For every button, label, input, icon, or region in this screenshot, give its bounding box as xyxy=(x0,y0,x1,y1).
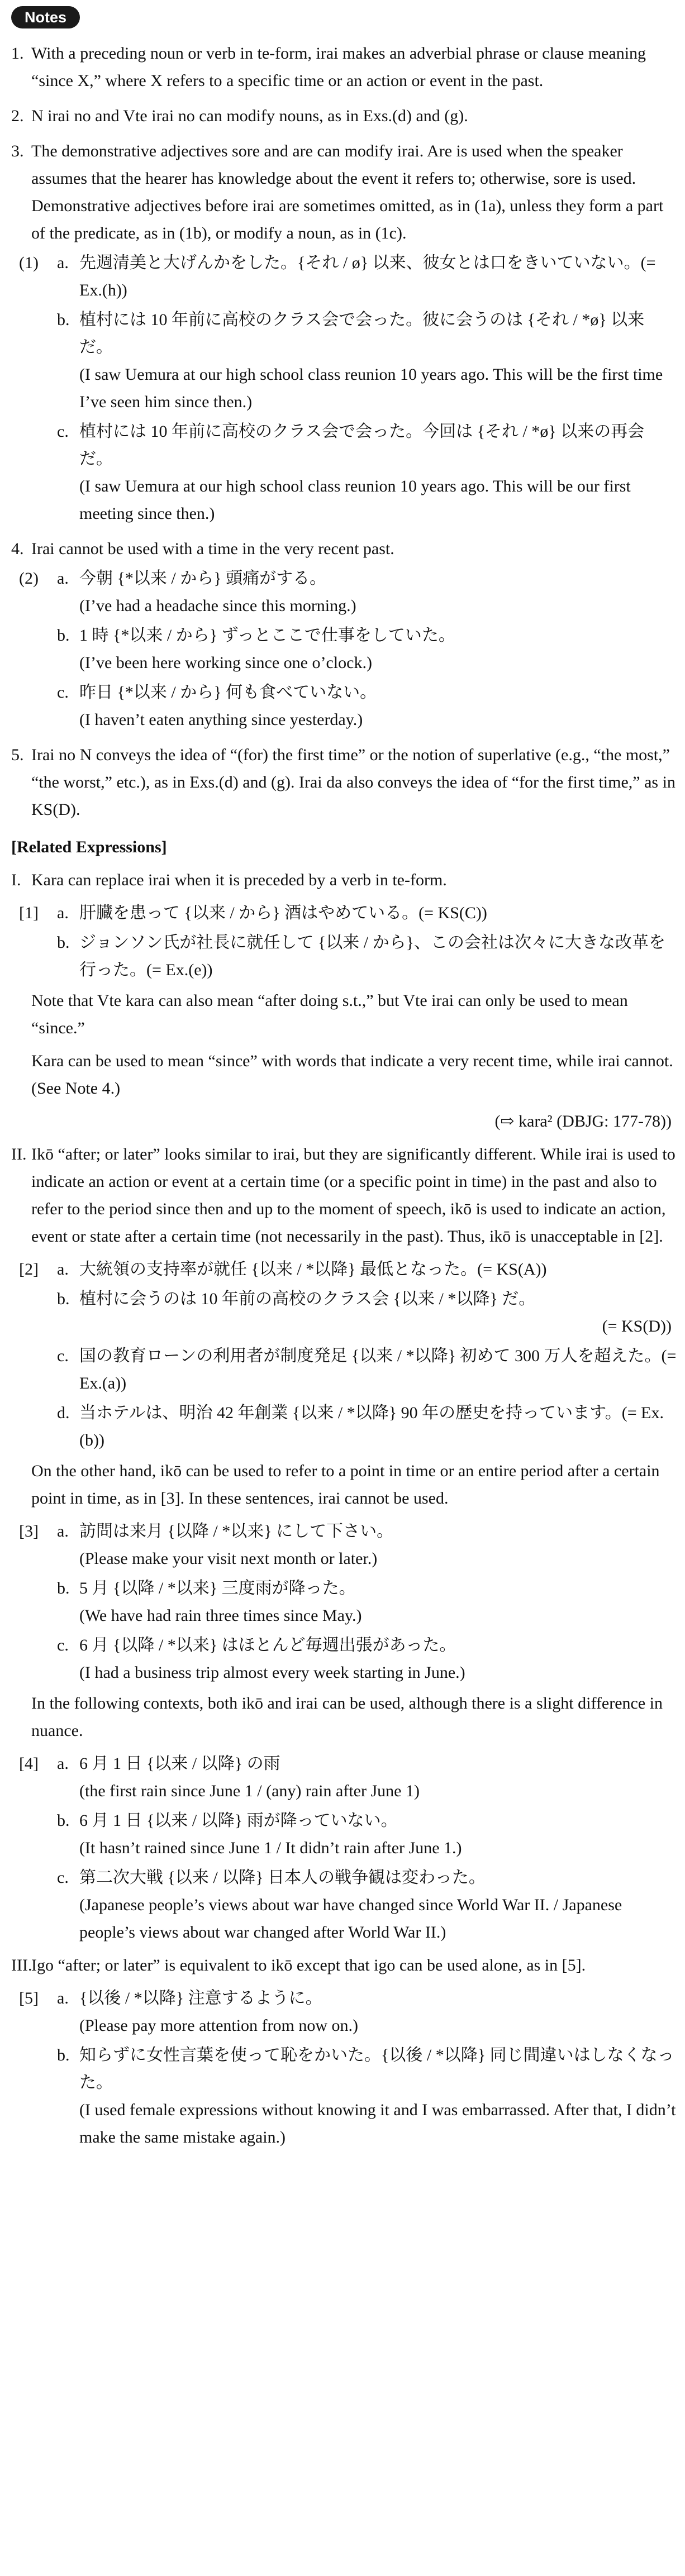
note-number: 4. xyxy=(11,540,24,558)
example-letter: b. xyxy=(57,1579,70,1597)
note-number: 1. xyxy=(11,44,24,63)
section-note: Kara can be used to mean “since” with words that indicate a very recent time, while irai cannot. (See Note 4.) xyxy=(31,1052,673,1098)
section-intro: Ikō “after; or later” looks similar to irai, but they are significantly different. While irai is used to indicate an action or event at a certain time (or a specific point in time) in the past and also to refer to the period since then and up to the moment of speech, ikō is used to indicate an action, event or state after a certain time (not necessarily in the past). Thus, ikō is unacceptable in [2]. xyxy=(31,1145,676,1246)
section-paragraph: In the following contexts, both ikō and irai can be used, although there is a slight difference in nuance. xyxy=(31,1694,663,1740)
example-japanese: 6 月 1 日 {以来 / 以降} の雨 xyxy=(79,1754,280,1773)
example-letter: a. xyxy=(57,1522,69,1540)
note-text: With a preceding noun or verb in te-form, irai makes an adverbial phrase or clause meaning “since X,” where X refers to a specific time or an action or event in the past. xyxy=(31,44,646,90)
example-r2a xyxy=(57,1256,677,1283)
example-japanese: 肝臓を患って {以来 / から} 酒はやめている。(= KS(C)) xyxy=(79,904,487,922)
example-translation: (I used female expressions without knowing it and I was embarrassed. After that, I didn’t make the same mistake again.) xyxy=(79,2101,676,2146)
example-r1a xyxy=(57,899,677,927)
example-number: (2) xyxy=(19,569,39,588)
section-intro: Igo “after; or later” is equivalent to ikō except that igo can be used alone, as in [5]. xyxy=(31,1956,586,1974)
example-letter: a. xyxy=(57,1260,69,1279)
example-japanese: 植村に会うのは 10 年前の高校のクラス会 {以来 / *以降} だ。 xyxy=(79,1290,536,1308)
note-4 xyxy=(6,535,677,733)
example-letter: d. xyxy=(57,1404,70,1422)
example-r3c xyxy=(57,1632,677,1686)
example-japanese: 先週清美と大げんかをした。{それ / ø} 以来、彼女とは口をきいていない。(= Ex.(h)) xyxy=(79,254,656,299)
example-japanese: 今朝 {*以来 / から} 頭痛がする。 xyxy=(79,569,327,588)
example-r4c xyxy=(57,1864,677,1946)
section-number: I. xyxy=(11,871,21,889)
example-2c xyxy=(57,679,677,733)
example-translation: (I’ve had a headache since this morning.) xyxy=(79,597,356,615)
example-r5a xyxy=(57,1985,677,2039)
note-text: Irai no N conveys the idea of “(for) the first time” or the notion of superlative (e.g., “the most,” “the worst,” etc.), as in Exs.(d) and (g). Irai da also conveys the idea of “for the first time,” as in KS(D). xyxy=(31,746,676,819)
example-r2d xyxy=(57,1399,677,1454)
example-number: [3] xyxy=(19,1522,39,1540)
note-number: 5. xyxy=(11,746,24,764)
example-r1 xyxy=(6,899,677,984)
example-translation: (Japanese people’s views about war have changed since World War II. / Japanese people’s views about war changed after World War II.) xyxy=(79,1896,622,1941)
note-2 xyxy=(6,102,677,130)
example-translation: (the first rain since June 1 / (any) rain after June 1) xyxy=(79,1782,420,1800)
example-translation: (I had a business trip almost every week starting in June.) xyxy=(79,1663,465,1682)
example-2a xyxy=(57,565,677,619)
example-number: (1) xyxy=(19,254,39,272)
notes-header: Notes xyxy=(11,6,80,28)
example-translation: (It hasn’t rained since June 1 / It didn’t rain after June 1.) xyxy=(79,1839,462,1857)
example-letter: b. xyxy=(57,626,70,645)
example-r2b xyxy=(57,1285,677,1340)
example-japanese: 第二次大戦 {以来 / 以降} 日本人の戦争観は変わった。 xyxy=(79,1868,486,1887)
section-note: Note that Vte kara can also mean “after doing s.t.,” but Vte irai can only be used to mean “since.” xyxy=(31,991,628,1037)
example-letter: a. xyxy=(57,569,69,588)
example-number: [1] xyxy=(19,904,39,922)
example-translation: (I saw Uemura at our high school class reunion 10 years ago. This will be the first time I’ve seen him since then.) xyxy=(79,365,663,411)
example-japanese: 大統領の支持率が就任 {以来 / *以降} 最低となった。(= KS(A)) xyxy=(79,1260,547,1279)
example-letter: a. xyxy=(57,1989,69,2007)
example-letter: b. xyxy=(57,2046,70,2064)
example-translation: (We have had rain three times since May.) xyxy=(79,1606,362,1625)
example-letter: b. xyxy=(57,311,70,329)
note-1 xyxy=(6,40,677,94)
cross-reference: (⇨ kara² (DBJG: 177-78)) xyxy=(494,1112,672,1130)
section-intro: Kara can replace irai when it is preceded by a verb in te-form. xyxy=(31,871,447,889)
related-section-2 xyxy=(6,1141,677,1946)
example-number: [2] xyxy=(19,1260,39,1279)
example-letter: c. xyxy=(57,422,69,441)
example-japanese: 昨日 {*以来 / から} 何も食べていない。 xyxy=(79,683,377,702)
section-paragraph: On the other hand, ikō can be used to refer to a point in time or an entire period after a certain point in time, as in [3]. In these sentences, irai cannot be used. xyxy=(31,1462,660,1508)
example-r2c xyxy=(57,1342,677,1397)
example-letter: a. xyxy=(57,904,69,922)
example-r3b xyxy=(57,1575,677,1629)
note-5 xyxy=(6,741,677,823)
example-r4a xyxy=(57,1750,677,1805)
example-number: [5] xyxy=(19,1989,39,2007)
example-1a xyxy=(57,249,677,304)
note-text: The demonstrative adjectives sore and are can modify irai. Are is used when the speaker assumes that the hearer has knowledge about the event it refers to; otherwise, sore is used. Demonstrative adjectives before irai are sometimes omitted, as in (1a), unless they form a part of the predicate, as in (1b), or modify a noun, as in (1c). xyxy=(31,142,664,242)
example-reference: (= KS(D)) xyxy=(602,1317,672,1335)
example-r2 xyxy=(6,1256,677,1454)
example-1c xyxy=(57,418,677,527)
example-2b xyxy=(57,622,677,676)
example-translation: (Please pay more attention from now on.) xyxy=(79,2016,359,2035)
example-2 xyxy=(6,565,677,733)
example-japanese: 植村には 10 年前に高校のクラス会で会った。彼に会うのは {それ / *ø} 以来だ。 xyxy=(79,311,645,356)
example-letter: b. xyxy=(57,1811,70,1830)
example-r3 xyxy=(6,1518,677,1686)
note-3 xyxy=(6,137,677,527)
example-letter: c. xyxy=(57,1868,69,1887)
example-r4 xyxy=(6,1750,677,1946)
example-japanese: 植村には 10 年前に高校のクラス会で会った。今回は {それ / *ø} 以来の再会だ。 xyxy=(79,422,645,468)
note-number: 3. xyxy=(11,142,24,160)
note-number: 2. xyxy=(11,107,24,125)
example-japanese: 5 月 {以降 / *以来} 三度雨が降った。 xyxy=(79,1579,356,1597)
example-japanese: 1 時 {*以来 / から} ずっとここで仕事をしていた。 xyxy=(79,626,455,645)
example-letter: c. xyxy=(57,1347,69,1365)
related-section-1 xyxy=(6,866,677,1135)
example-japanese: 6 月 {以降 / *以来} はほとんど毎週出張があった。 xyxy=(79,1636,456,1654)
example-r5 xyxy=(6,1985,677,2151)
note-text: N irai no and Vte irai no can modify nouns, as in Exs.(d) and (g). xyxy=(31,107,468,125)
example-letter: c. xyxy=(57,1636,69,1654)
example-translation: (I haven’t eaten anything since yesterday.) xyxy=(79,710,363,729)
example-letter: b. xyxy=(57,1290,70,1308)
related-expressions-heading: [Related Expressions] xyxy=(11,838,167,856)
related-section-3 xyxy=(6,1952,677,2151)
example-1 xyxy=(6,249,677,527)
example-1b xyxy=(57,306,677,416)
example-r1b xyxy=(57,929,677,984)
example-japanese: 知らずに女性言葉を使って恥をかいた。{以後 / *以降} 同じ間違いはしなくなった。 xyxy=(79,2046,674,2092)
note-text: Irai cannot be used with a time in the very recent past. xyxy=(31,540,394,558)
example-r5b xyxy=(57,2041,677,2151)
example-japanese: 国の教育ローンの利用者が制度発足 {以来 / *以降} 初めて 300 万人を超えた。(= Ex.(a)) xyxy=(79,1347,677,1392)
example-japanese: 6 月 1 日 {以来 / 以降} 雨が降っていない。 xyxy=(79,1811,398,1830)
example-translation: (I saw Uemura at our high school class reunion 10 years ago. This will be our first meeting since then.) xyxy=(79,477,631,523)
example-translation: (Please make your visit next month or later.) xyxy=(79,1549,378,1568)
section-number: III. xyxy=(11,1956,32,1974)
example-letter: c. xyxy=(57,683,69,702)
example-letter: b. xyxy=(57,933,70,952)
example-letter: a. xyxy=(57,1754,69,1773)
example-japanese: {以後 / *以降} 注意するように。 xyxy=(79,1989,322,2007)
example-letter: a. xyxy=(57,254,69,272)
section-number: II. xyxy=(11,1145,27,1163)
example-translation: (I’ve been here working since one o’clock.) xyxy=(79,653,372,672)
example-r4b xyxy=(57,1807,677,1862)
example-japanese: 当ホテルは、明治 42 年創業 {以来 / *以降} 90 年の歴史を持っています。(= Ex.(b)) xyxy=(79,1404,664,1449)
example-japanese: 訪問は来月 {以降 / *以来} にして下さい。 xyxy=(79,1522,394,1540)
example-r3a xyxy=(57,1518,677,1572)
example-number: [4] xyxy=(19,1754,39,1773)
example-japanese: ジョンソン氏が社長に就任して {以来 / から}、この会社は次々に大きな改革を行った。(= Ex.(e)) xyxy=(79,933,666,979)
